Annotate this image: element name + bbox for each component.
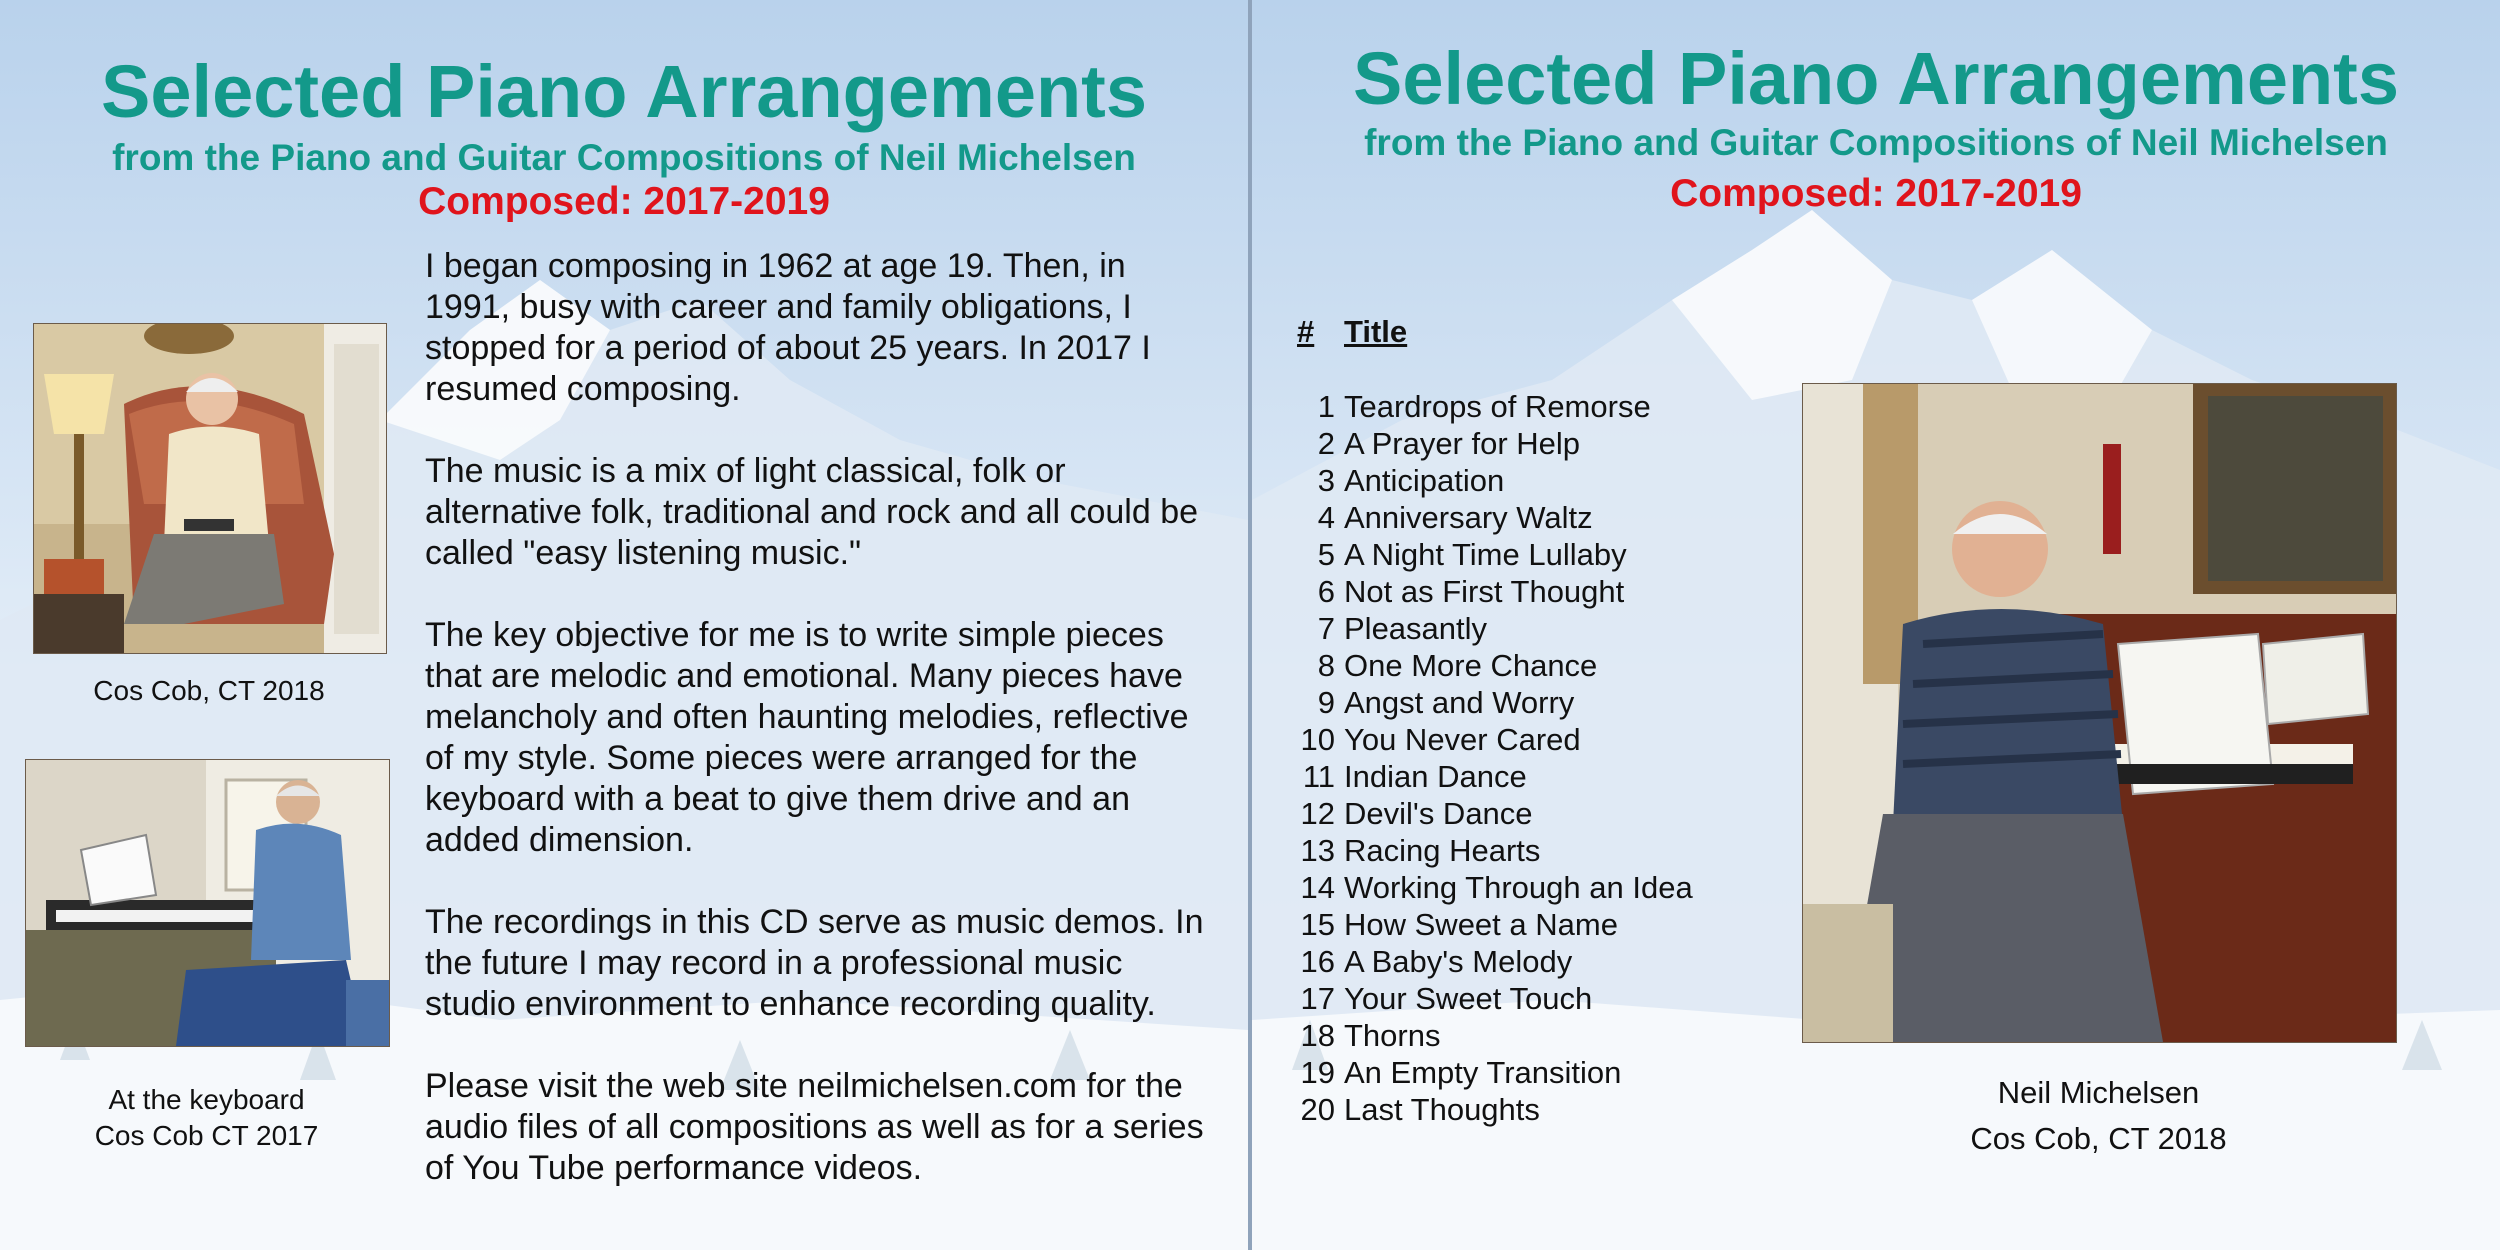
track-title: Anniversary Waltz — [1344, 500, 1593, 535]
track-number: 15 — [1300, 907, 1335, 942]
track-number: 14 — [1300, 870, 1335, 905]
track-title: Racing Hearts — [1344, 833, 1541, 868]
photo-keyboard — [25, 759, 390, 1047]
liner-paragraph-2: The music is a mix of light classical, folk or alternative folk, traditional and rock and all could be called "easy listening music." — [425, 452, 1199, 572]
photo-piano-image — [1803, 384, 2396, 1042]
liner-paragraph-3: The key objective for me is to write simple pieces that are melodic and emotional. Many pieces have melancholy and often haunting melodies, reflective of my style. Some pieces were arranged for the keyboard with a beat to give them drive and an added dimension. — [425, 616, 1189, 859]
liner-paragraph-1: I began composing in 1962 at age 19. Then, in 1991, busy with career and family obligations, I stopped for a period of about 25 years. In 2017 I resumed composing. — [425, 247, 1151, 408]
track-title: A Baby's Melody — [1344, 944, 1573, 979]
album-subtitle-right: from the Piano and Guitar Compositions of Neil Michelsen — [1364, 122, 2388, 163]
track-title: Indian Dance — [1344, 759, 1527, 794]
track-number: 16 — [1300, 944, 1335, 979]
photo-armchair-image — [34, 324, 386, 653]
track-number: 20 — [1300, 1092, 1335, 1127]
track-number: 10 — [1300, 722, 1335, 757]
liner-paragraph-4: The recordings in this CD serve as music demos. In the future I may record in a professional music studio environment to enhance recording quality. — [425, 903, 1204, 1023]
track-number: 17 — [1300, 981, 1335, 1016]
track-title: An Empty Transition — [1344, 1055, 1622, 1090]
track-title: Last Thoughts — [1344, 1092, 1540, 1127]
track-title: Thorns — [1344, 1018, 1441, 1053]
track-title: One More Chance — [1344, 648, 1598, 683]
track-title: Teardrops of Remorse — [1344, 389, 1651, 424]
track-title: Anticipation — [1344, 463, 1505, 498]
tracklist-header-title: Title — [1344, 314, 1408, 349]
left-panel — [0, 0, 1248, 1250]
composed-dates-right: Composed: 2017-2019 — [1670, 172, 2082, 215]
photo-armchair-caption: Cos Cob, CT 2018 — [93, 675, 325, 706]
photo-piano — [1802, 383, 2397, 1043]
liner-paragraph-5: Please visit the web site neilmichelsen.com for the audio files of all compositions as well as for a series of You Tube performance videos. — [425, 1067, 1204, 1187]
tracklist-header-number: # — [1297, 314, 1315, 349]
track-title: Devil's Dance — [1344, 796, 1533, 831]
composed-dates: Composed: 2017-2019 — [418, 180, 830, 223]
track-title: Your Sweet Touch — [1344, 981, 1593, 1016]
track-number: 4 — [1317, 500, 1335, 535]
photo-keyboard-caption-line2: Cos Cob CT 2017 — [94, 1120, 319, 1151]
track-number: 8 — [1317, 648, 1335, 683]
track-number: 19 — [1300, 1055, 1335, 1090]
photo-keyboard-image — [26, 760, 389, 1046]
album-subtitle: from the Piano and Guitar Compositions of Neil Michelsen — [112, 137, 1136, 178]
photo-keyboard-caption-line1: At the keyboard — [108, 1084, 305, 1115]
album-title-right: Selected Piano Arrangements — [1353, 37, 2399, 120]
track-number: 7 — [1317, 611, 1335, 646]
photo-keyboard-caption — [25, 1082, 388, 1154]
liner-notes — [425, 246, 1215, 1230]
right-panel — [1252, 0, 2500, 1250]
track-number: 13 — [1300, 833, 1335, 868]
photo-piano-caption — [1802, 1070, 2395, 1162]
photo-piano-caption-line1: Neil Michelsen — [1997, 1075, 2200, 1110]
photo-piano-caption-line2: Cos Cob, CT 2018 — [1970, 1121, 2227, 1156]
track-number: 12 — [1300, 796, 1335, 831]
track-title: How Sweet a Name — [1344, 907, 1618, 942]
track-title: A Prayer for Help — [1344, 426, 1581, 461]
track-number: 2 — [1317, 426, 1335, 461]
track-title: Working Through an Idea — [1344, 870, 1693, 905]
track-number: 3 — [1317, 463, 1335, 498]
track-title: You Never Cared — [1344, 722, 1581, 757]
track-title: A Night Time Lullaby — [1344, 537, 1627, 572]
track-number: 9 — [1317, 685, 1335, 720]
track-number: 5 — [1317, 537, 1335, 572]
track-number: 11 — [1302, 759, 1335, 794]
album-title: Selected Piano Arrangements — [101, 50, 1147, 133]
track-number: 1 — [1317, 389, 1335, 424]
track-title: Pleasantly — [1344, 611, 1488, 646]
track-number: 6 — [1317, 574, 1335, 609]
track-title: Not as First Thought — [1344, 574, 1625, 609]
photo-armchair — [33, 323, 387, 654]
track-title: Angst and Worry — [1344, 685, 1575, 720]
track-number: 18 — [1300, 1018, 1335, 1053]
